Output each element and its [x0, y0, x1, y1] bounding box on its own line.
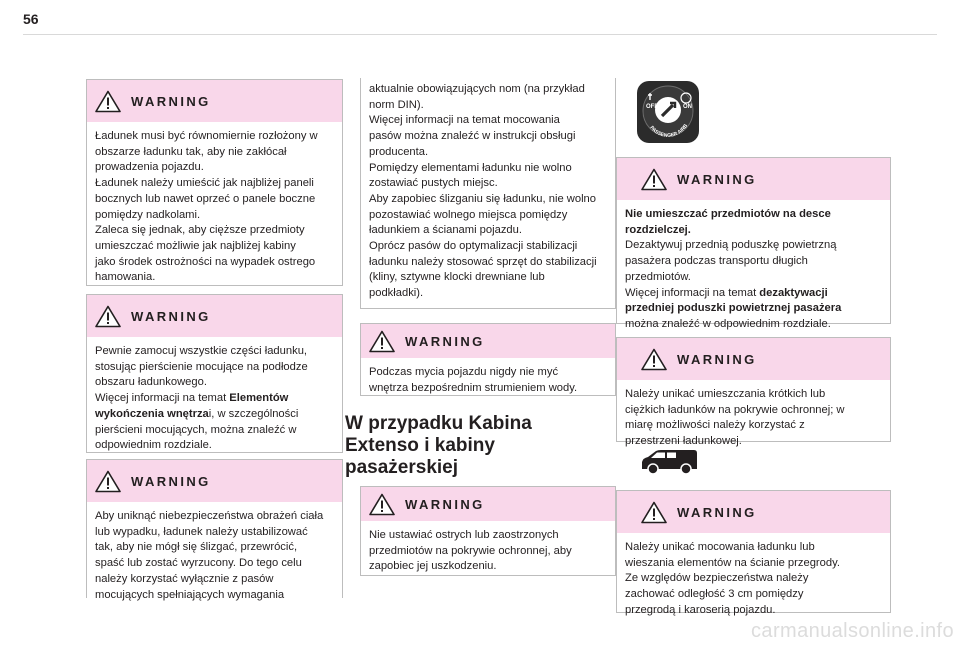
- text-line: hamowania.: [95, 271, 156, 284]
- text-line: Ładunek musi być równomiernie rozłożony w: [95, 130, 318, 142]
- text-line: przedmiotów.: [625, 270, 691, 283]
- text-line: jako środek ostrożności na wypadek ostrego: [95, 255, 316, 268]
- text-line: pasażera podczas transportu długich: [625, 255, 808, 268]
- warning-triangle-icon: [95, 90, 121, 113]
- text-line: norm DIN).: [369, 98, 424, 111]
- warning-box-partition: [616, 490, 891, 616]
- warning-triangle-icon: [95, 470, 121, 493]
- text-line: odpowiednim rozdziale.: [95, 439, 212, 452]
- warning-title: WARNING: [405, 496, 485, 512]
- text-line: Podczas mycia pojazdu nigdy nie myć: [369, 366, 559, 378]
- warning-title: WARNING: [677, 504, 757, 520]
- warning-box-short-loads: [616, 337, 891, 448]
- van-silhouette-icon: [639, 447, 699, 477]
- text-line: Należy unikać umieszczania krótkich lub: [625, 388, 826, 400]
- text-line: spaść lub zostać wyrzucony. Do tego celu: [95, 557, 302, 570]
- warning-title: WARNING: [677, 171, 757, 187]
- text-line: przegrodą i karoserią pojazdu.: [625, 603, 776, 616]
- warning-text: [361, 358, 615, 404]
- text-line: podkładki).: [369, 287, 424, 300]
- section-heading: [345, 413, 615, 479]
- warning-header: [617, 491, 890, 533]
- text-line: mocujących spełniających wymagania: [95, 588, 285, 601]
- text-line: Ładunek należy umieścić jak najbliżej paneli: [95, 177, 314, 190]
- text-line: zachować odległość 3 cm pomiędzy: [625, 588, 804, 601]
- off-label: OFF: [646, 104, 658, 110]
- warning-triangle-icon: [641, 348, 667, 371]
- top-divider: [23, 34, 937, 35]
- bold-reference: wykończenia wnętrza: [95, 407, 209, 420]
- text-line: pasów można znaleźć w instrukcji obsługi: [369, 130, 576, 143]
- text-line: Należy unikać mocowania ładunku lub: [625, 541, 815, 553]
- warning-text: [361, 521, 615, 583]
- text-line: ładunkiem a ścianami pojazdu.: [369, 224, 522, 237]
- warning-triangle-icon: [369, 493, 395, 516]
- text-line: [95, 407, 334, 423]
- warning-header: [87, 295, 342, 337]
- warning-box-washing: [360, 323, 616, 396]
- warning-box-stabilise-load: [86, 459, 343, 601]
- text-line: [625, 223, 882, 239]
- warning-box-dashboard: [616, 157, 891, 330]
- text-line: Nie ustawiać ostrych lub zaostrzonych: [369, 529, 559, 541]
- text-line: ciężkich ładunków na pokrywie ochronnej; w: [625, 403, 845, 416]
- warning-triangle-icon: [369, 330, 395, 353]
- text-line: miarę możliwości należy korzystać z: [625, 419, 805, 432]
- text-line: pierścieni mocujących, można znaleźć w: [95, 423, 297, 436]
- text-line: można znaleźć w odpowiednim rozdziale.: [625, 317, 831, 330]
- text-line: prowadzenia pojazdu.: [95, 161, 204, 174]
- warning-text: [617, 200, 890, 341]
- warning-box-secure-load: [86, 294, 343, 453]
- text-line: wnętrza bezpośrednim strumieniem wody.: [369, 381, 578, 394]
- text-line: [625, 286, 882, 302]
- warning-text: [87, 337, 342, 462]
- text-line: pomiędzy nadkolami.: [95, 208, 201, 221]
- warning-title: WARNING: [677, 351, 757, 367]
- warning-title: WARNING: [131, 473, 211, 489]
- page-number: 56: [23, 11, 39, 27]
- warning-title: WARNING: [131, 93, 211, 109]
- warning-header: [361, 324, 615, 358]
- warning-header: [361, 487, 615, 521]
- warning-triangle-icon: [641, 168, 667, 191]
- text-run: i, w szczególności: [208, 407, 299, 420]
- text-line: [625, 301, 882, 317]
- heading-line: pasażerskiej: [345, 457, 459, 478]
- text-line: tak, aby nie mógł się ślizgać, przewrócić,: [95, 541, 298, 554]
- text-line: Aby uniknąć niebezpieczeństwa obrażeń ciała: [95, 510, 324, 522]
- text-line: zostawiać pustych miejsc.: [369, 177, 498, 190]
- warning-header: [617, 338, 890, 380]
- continued-text: [361, 78, 615, 310]
- text-line: pozostawiać wolnego miejsca pomiędzy: [369, 208, 568, 221]
- warning-text: [87, 122, 342, 294]
- text-line: Pomiędzy elementami ładunku nie wolno: [369, 161, 572, 174]
- warning-triangle-icon: [95, 305, 121, 328]
- text-line: bocznych lub nawet oprzeć o panele boczne: [95, 192, 316, 205]
- text-line: przestrzeni ładunkowej.: [625, 435, 742, 448]
- text-line: Oprócz pasów do optymalizacji stabilizacji: [369, 240, 578, 253]
- text-line: Więcej informacji na temat mocowania: [369, 114, 560, 127]
- text-line: przedmiotów na pokrywie ochronnej, aby: [369, 544, 572, 557]
- text-line: Ze względów bezpieczeństwa należy: [625, 572, 809, 585]
- passenger-airbag-label: PASSENGER AIRB: [648, 123, 690, 139]
- warning-title: WARNING: [131, 308, 211, 324]
- continued-box: [360, 78, 616, 309]
- bold-reference: Elementów: [229, 392, 289, 405]
- bold-reference: przedniej poduszki powietrznej pasażera: [625, 302, 842, 315]
- heading-line: W przypadku Kabina: [345, 413, 532, 434]
- text-line: stosując pierścienie mocujące na podłodze: [95, 360, 308, 373]
- text-line: Zaleca się jednak, aby cięższe przedmioty: [95, 224, 305, 237]
- text-line: [95, 391, 334, 407]
- warning-box-load-distribution: [86, 79, 343, 286]
- text-line: aktualnie obowiązujących nom (na przykład: [369, 83, 585, 95]
- warning-triangle-icon: [641, 501, 667, 524]
- on-label: ON: [683, 104, 692, 110]
- text-line: producenta.: [369, 145, 429, 158]
- heading-line: Extenso i kabiny: [345, 435, 495, 456]
- warning-header: [87, 80, 342, 122]
- warning-header: [87, 460, 342, 502]
- text-run: Więcej informacji na temat: [625, 286, 760, 299]
- warning-title: WARNING: [405, 333, 485, 349]
- text-run: Więcej informacji na temat: [95, 392, 230, 405]
- bold-reference: dezaktywacji: [759, 286, 828, 299]
- bold-text: Nie umieszczać przedmiotów na desce: [625, 208, 831, 220]
- text-line: Pewnie zamocuj wszystkie części ładunku,: [95, 345, 308, 357]
- text-line: ładunku należy stosować sprzęt do stabilizacji: [369, 255, 597, 268]
- text-line: należy korzystać wyłącznie z pasów: [95, 572, 274, 585]
- text-line: lub wypadku, ładunek należy ustabilizować: [95, 525, 308, 538]
- warning-text: [617, 533, 890, 627]
- bold-text: rozdzielczej.: [625, 223, 691, 236]
- warning-header: [617, 158, 890, 200]
- text-line: umieszczać możliwie jak najbliżej kabiny: [95, 239, 296, 252]
- watermark: carmanualsonline.info: [751, 620, 954, 642]
- passenger-airbag-switch-icon: [636, 80, 700, 144]
- text-line: (kliny, sztywne klocki drewniane lub: [369, 271, 545, 284]
- text-line: [625, 207, 882, 223]
- text-line: zapobiec jej uszkodzeniu.: [369, 560, 497, 573]
- text-line: obszarze ładunku tak, aby nie zakłócał: [95, 145, 287, 158]
- text-line: obszaru ładunkowego.: [95, 376, 207, 389]
- warning-box-protective-cover: [360, 486, 616, 576]
- text-line: Aby zapobiec ślizganiu się ładunku, nie wolno: [369, 192, 597, 205]
- text-line: wieszania elementów na ścianie przegrody.: [625, 556, 840, 569]
- warning-text: [87, 502, 342, 611]
- text-line: Dezaktywuj przednią poduszkę powietrzną: [625, 239, 837, 252]
